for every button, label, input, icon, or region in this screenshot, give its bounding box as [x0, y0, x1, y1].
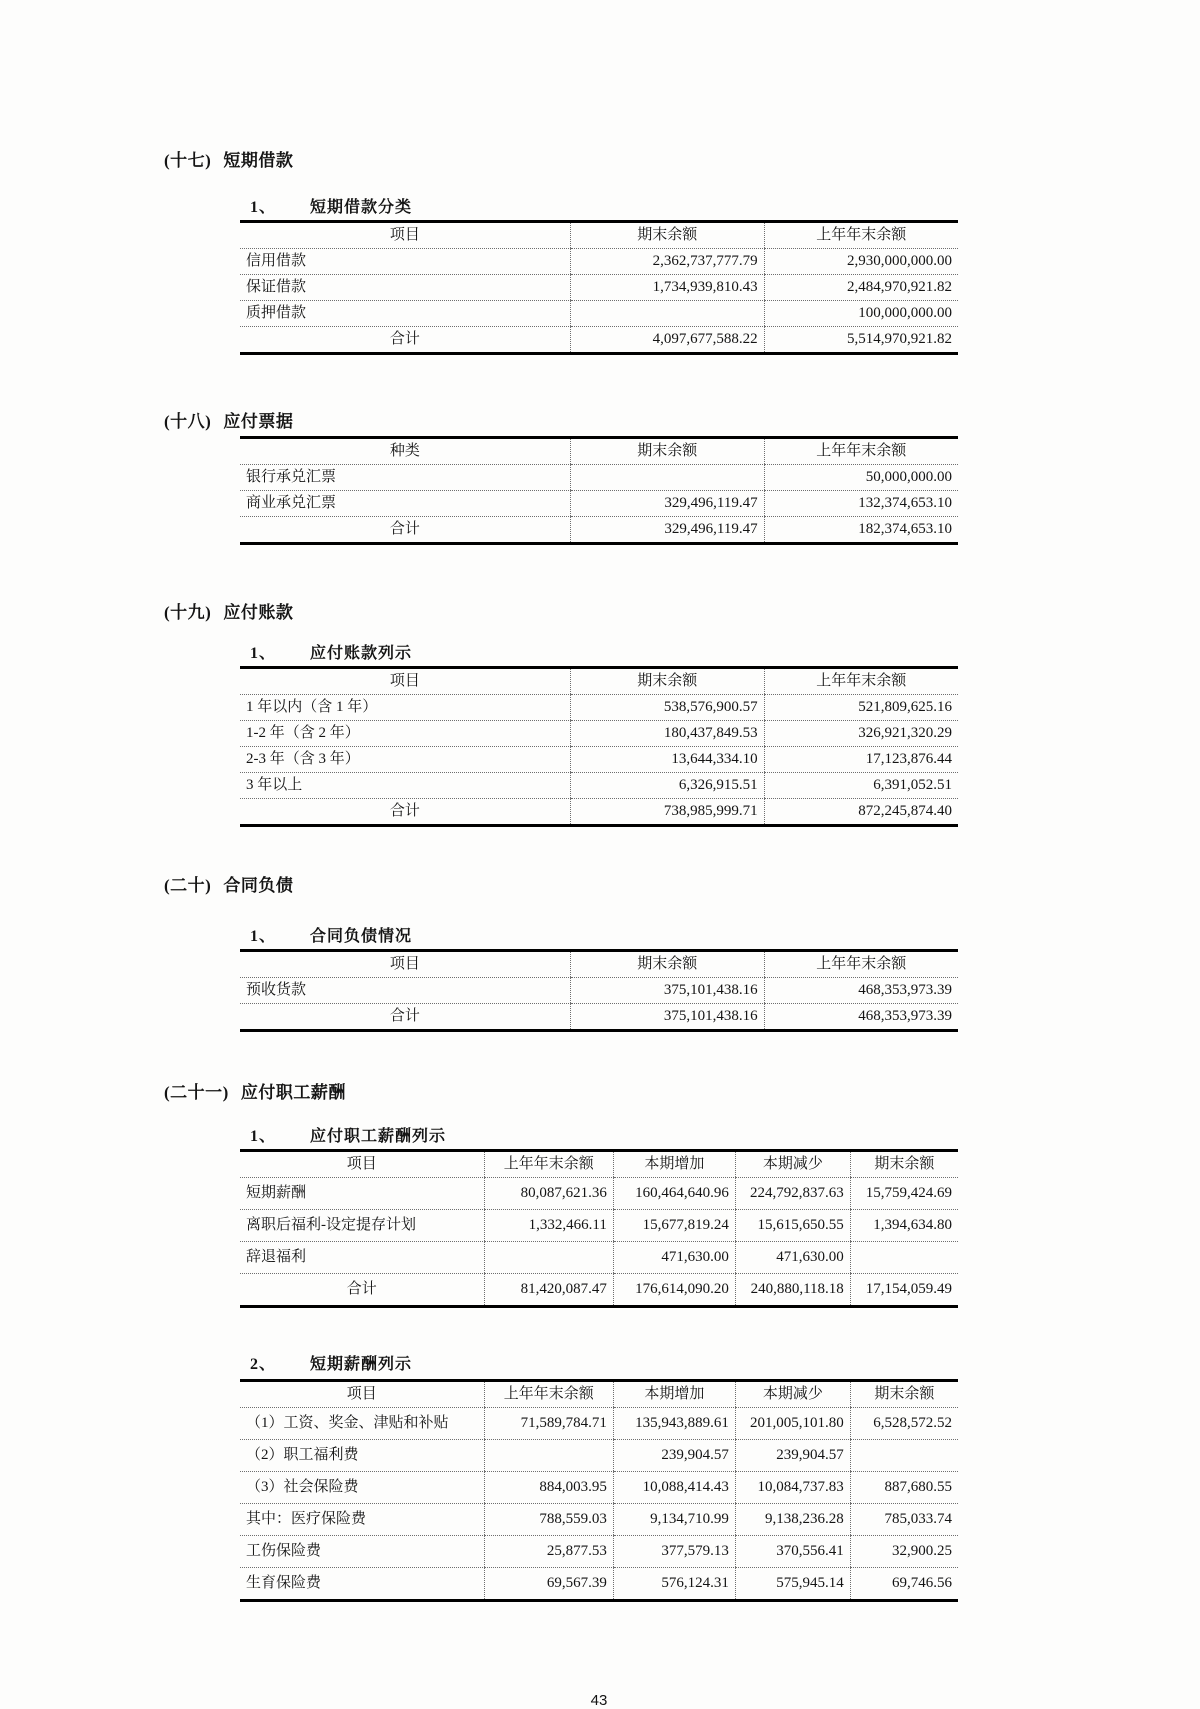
- row-label: 合计: [240, 327, 570, 354]
- cell-value: 6,391,052.51: [764, 773, 958, 799]
- subsection-title: 应付账款列示: [310, 645, 413, 662]
- subsection-number: 1、: [250, 199, 277, 216]
- cell-value: [850, 1242, 958, 1274]
- cell-value: 2,484,970,921.82: [764, 275, 958, 301]
- subsection-title: 短期借款分类: [310, 199, 413, 216]
- cell-value: 785,033.74: [850, 1504, 958, 1536]
- row-label: 合计: [240, 799, 570, 826]
- section-title: 合同负债: [223, 876, 294, 895]
- cell-value: 370,556.41: [735, 1536, 850, 1568]
- subsection-title: 应付职工薪酬列示: [310, 1128, 447, 1145]
- accounts-payable-table: [240, 666, 958, 827]
- cell-value: 377,579.13: [613, 1536, 735, 1568]
- column-header: 上年年末余额: [764, 222, 958, 249]
- subsection-heading: [250, 1123, 974, 1146]
- section-title: 短期借款: [223, 151, 294, 170]
- row-label: 3 年以上: [240, 773, 570, 799]
- table-row: [240, 773, 958, 799]
- total-row: [240, 1004, 958, 1031]
- cell-value: 17,123,876.44: [764, 747, 958, 773]
- section-20-contract-liabilities: [164, 871, 974, 1032]
- cell-value: 69,567.39: [484, 1568, 613, 1601]
- subsection-number: 2、: [250, 1356, 277, 1373]
- header-row: [240, 222, 958, 249]
- short-term-borrowings-table: [240, 220, 958, 355]
- cell-value: 240,880,118.18: [735, 1274, 850, 1307]
- table-row: [240, 1536, 958, 1568]
- column-header: 期末余额: [850, 1381, 958, 1408]
- table-row: [240, 249, 958, 275]
- header-row: [240, 1151, 958, 1178]
- total-row: [240, 327, 958, 354]
- cell-value: 2,362,737,777.79: [570, 249, 764, 275]
- cell-value: 224,792,837.63: [735, 1178, 850, 1210]
- cell-value: 6,528,572.52: [850, 1408, 958, 1440]
- section-number: (十九): [164, 603, 212, 622]
- notes-payable-table: [240, 436, 958, 545]
- section-19-accounts-payable: [164, 598, 974, 827]
- cell-value: 135,943,889.61: [613, 1408, 735, 1440]
- table-row: [240, 1504, 958, 1536]
- table-row: [240, 1242, 958, 1274]
- row-label: 工伤保险费: [240, 1536, 484, 1568]
- table-row: [240, 465, 958, 491]
- row-label: 信用借款: [240, 249, 570, 275]
- column-header: 本期减少: [735, 1381, 850, 1408]
- cell-value: 69,746.56: [850, 1568, 958, 1601]
- row-label: 其中：医疗保险费: [240, 1504, 484, 1536]
- page-number: 43: [590, 1692, 608, 1709]
- cell-value: 239,904.57: [613, 1440, 735, 1472]
- cell-value: 1,734,939,810.43: [570, 275, 764, 301]
- cell-value: 375,101,438.16: [570, 1004, 764, 1031]
- total-row: [240, 799, 958, 826]
- header-row: [240, 1381, 958, 1408]
- cell-value: 375,101,438.16: [570, 978, 764, 1004]
- column-header: 项目: [240, 222, 570, 249]
- column-header: 期末余额: [570, 222, 764, 249]
- row-label: 预收货款: [240, 978, 570, 1004]
- cell-value: 201,005,101.80: [735, 1408, 850, 1440]
- section-number: (二十一): [164, 1083, 229, 1102]
- row-label: （3）社会保险费: [240, 1472, 484, 1504]
- row-label: 辞退福利: [240, 1242, 484, 1274]
- table-row: [240, 695, 958, 721]
- section-21-employee-compensation: [164, 1078, 974, 1602]
- cell-value: 182,374,653.10: [764, 517, 958, 544]
- subsection-heading: [250, 923, 974, 946]
- section-title: 应付票据: [223, 412, 294, 431]
- header-row: [240, 438, 958, 465]
- column-header: 本期减少: [735, 1151, 850, 1178]
- cell-value: 468,353,973.39: [764, 978, 958, 1004]
- cell-value: 50,000,000.00: [764, 465, 958, 491]
- row-label: 离职后福利-设定提存计划: [240, 1210, 484, 1242]
- cell-value: 15,615,650.55: [735, 1210, 850, 1242]
- section-17-short-term-borrowings: [164, 146, 974, 355]
- column-header: 上年年末余额: [764, 438, 958, 465]
- cell-value: [484, 1242, 613, 1274]
- row-label: 生育保险费: [240, 1568, 484, 1601]
- cell-value: 1,394,634.80: [850, 1210, 958, 1242]
- cell-value: 71,589,784.71: [484, 1408, 613, 1440]
- column-header: 种类: [240, 438, 570, 465]
- cell-value: 576,124.31: [613, 1568, 735, 1601]
- short-term-compensation-table: [240, 1379, 958, 1602]
- cell-value: 329,496,119.47: [570, 517, 764, 544]
- table-row: [240, 978, 958, 1004]
- total-row: [240, 517, 958, 544]
- column-header: 上年年末余额: [484, 1381, 613, 1408]
- row-label: 合计: [240, 517, 570, 544]
- section-number: (二十): [164, 876, 212, 895]
- cell-value: 6,326,915.51: [570, 773, 764, 799]
- employee-compensation-table: [240, 1149, 958, 1308]
- section-title: 应付职工薪酬: [240, 1083, 346, 1102]
- row-label: 保证借款: [240, 275, 570, 301]
- cell-value: 13,644,334.10: [570, 747, 764, 773]
- contract-liabilities-table: [240, 949, 958, 1032]
- column-header: 项目: [240, 951, 570, 978]
- cell-value: 575,945.14: [735, 1568, 850, 1601]
- table-row: [240, 275, 958, 301]
- column-header: 本期增加: [613, 1151, 735, 1178]
- cell-value: [570, 465, 764, 491]
- table-row: [240, 491, 958, 517]
- column-header: 本期增加: [613, 1381, 735, 1408]
- cell-value: 25,877.53: [484, 1536, 613, 1568]
- column-header: 期末余额: [570, 668, 764, 695]
- cell-value: 15,677,819.24: [613, 1210, 735, 1242]
- column-header: 项目: [240, 1381, 484, 1408]
- cell-value: 329,496,119.47: [570, 491, 764, 517]
- subsection-title: 短期薪酬列示: [310, 1356, 413, 1373]
- cell-value: 81,420,087.47: [484, 1274, 613, 1307]
- section-18-notes-payable: [164, 407, 974, 545]
- subsection-heading: [250, 640, 974, 663]
- table-row: [240, 1568, 958, 1601]
- cell-value: 180,437,849.53: [570, 721, 764, 747]
- cell-value: 471,630.00: [735, 1242, 850, 1274]
- column-header: 期末余额: [850, 1151, 958, 1178]
- row-label: 银行承兑汇票: [240, 465, 570, 491]
- section-title: 应付账款: [223, 603, 294, 622]
- subsection-heading: [250, 194, 974, 217]
- table-row: [240, 747, 958, 773]
- cell-value: [850, 1440, 958, 1472]
- cell-value: 17,154,059.49: [850, 1274, 958, 1307]
- cell-value: 1,332,466.11: [484, 1210, 613, 1242]
- header-row: [240, 951, 958, 978]
- table-row: [240, 1178, 958, 1210]
- section-heading: [164, 407, 974, 432]
- row-label: 合计: [240, 1274, 484, 1307]
- column-header: 项目: [240, 668, 570, 695]
- table-row: [240, 1440, 958, 1472]
- row-label: 质押借款: [240, 301, 570, 327]
- cell-value: 9,138,236.28: [735, 1504, 850, 1536]
- table-row: [240, 1472, 958, 1504]
- section-number: (十八): [164, 412, 212, 431]
- cell-value: 132,374,653.10: [764, 491, 958, 517]
- row-label: 1 年以内（含 1 年）: [240, 695, 570, 721]
- table-row: [240, 1408, 958, 1440]
- cell-value: 15,759,424.69: [850, 1178, 958, 1210]
- cell-value: 4,097,677,588.22: [570, 327, 764, 354]
- cell-value: [570, 301, 764, 327]
- cell-value: 239,904.57: [735, 1440, 850, 1472]
- column-header: 期末余额: [570, 951, 764, 978]
- cell-value: 788,559.03: [484, 1504, 613, 1536]
- subsection-number: 1、: [250, 645, 277, 662]
- section-number: (十七): [164, 151, 212, 170]
- cell-value: 468,353,973.39: [764, 1004, 958, 1031]
- cell-value: 326,921,320.29: [764, 721, 958, 747]
- section-heading: [164, 871, 974, 896]
- table-row: [240, 721, 958, 747]
- column-header: 上年年末余额: [764, 668, 958, 695]
- cell-value: 471,630.00: [613, 1242, 735, 1274]
- section-heading: [164, 146, 974, 171]
- column-header: 项目: [240, 1151, 484, 1178]
- cell-value: 538,576,900.57: [570, 695, 764, 721]
- subsection-number: 1、: [250, 928, 277, 945]
- row-label: 合计: [240, 1004, 570, 1031]
- cell-value: 2,930,000,000.00: [764, 249, 958, 275]
- cell-value: 872,245,874.40: [764, 799, 958, 826]
- row-label: 1-2 年（含 2 年）: [240, 721, 570, 747]
- row-label: 商业承兑汇票: [240, 491, 570, 517]
- row-label: （1）工资、奖金、津贴和补贴: [240, 1408, 484, 1440]
- table-row: [240, 1210, 958, 1242]
- cell-value: 80,087,621.36: [484, 1178, 613, 1210]
- table-row: [240, 301, 958, 327]
- cell-value: 5,514,970,921.82: [764, 327, 958, 354]
- row-label: （2）职工福利费: [240, 1440, 484, 1472]
- subsection-title: 合同负债情况: [310, 928, 413, 945]
- column-header: 期末余额: [570, 438, 764, 465]
- cell-value: 884,003.95: [484, 1472, 613, 1504]
- section-heading: [164, 1078, 974, 1103]
- subsection-heading: [250, 1351, 974, 1374]
- cell-value: 10,084,737.83: [735, 1472, 850, 1504]
- cell-value: 160,464,640.96: [613, 1178, 735, 1210]
- subsection-number: 1、: [250, 1128, 277, 1145]
- row-label: 短期薪酬: [240, 1178, 484, 1210]
- header-row: [240, 668, 958, 695]
- cell-value: 176,614,090.20: [613, 1274, 735, 1307]
- cell-value: 738,985,999.71: [570, 799, 764, 826]
- column-header: 上年年末余额: [764, 951, 958, 978]
- cell-value: 9,134,710.99: [613, 1504, 735, 1536]
- section-heading: [164, 598, 974, 623]
- cell-value: 10,088,414.43: [613, 1472, 735, 1504]
- cell-value: 521,809,625.16: [764, 695, 958, 721]
- total-row: [240, 1274, 958, 1307]
- cell-value: 32,900.25: [850, 1536, 958, 1568]
- row-label: 2-3 年（含 3 年）: [240, 747, 570, 773]
- cell-value: [484, 1440, 613, 1472]
- cell-value: 100,000,000.00: [764, 301, 958, 327]
- cell-value: 887,680.55: [850, 1472, 958, 1504]
- column-header: 上年年末余额: [484, 1151, 613, 1178]
